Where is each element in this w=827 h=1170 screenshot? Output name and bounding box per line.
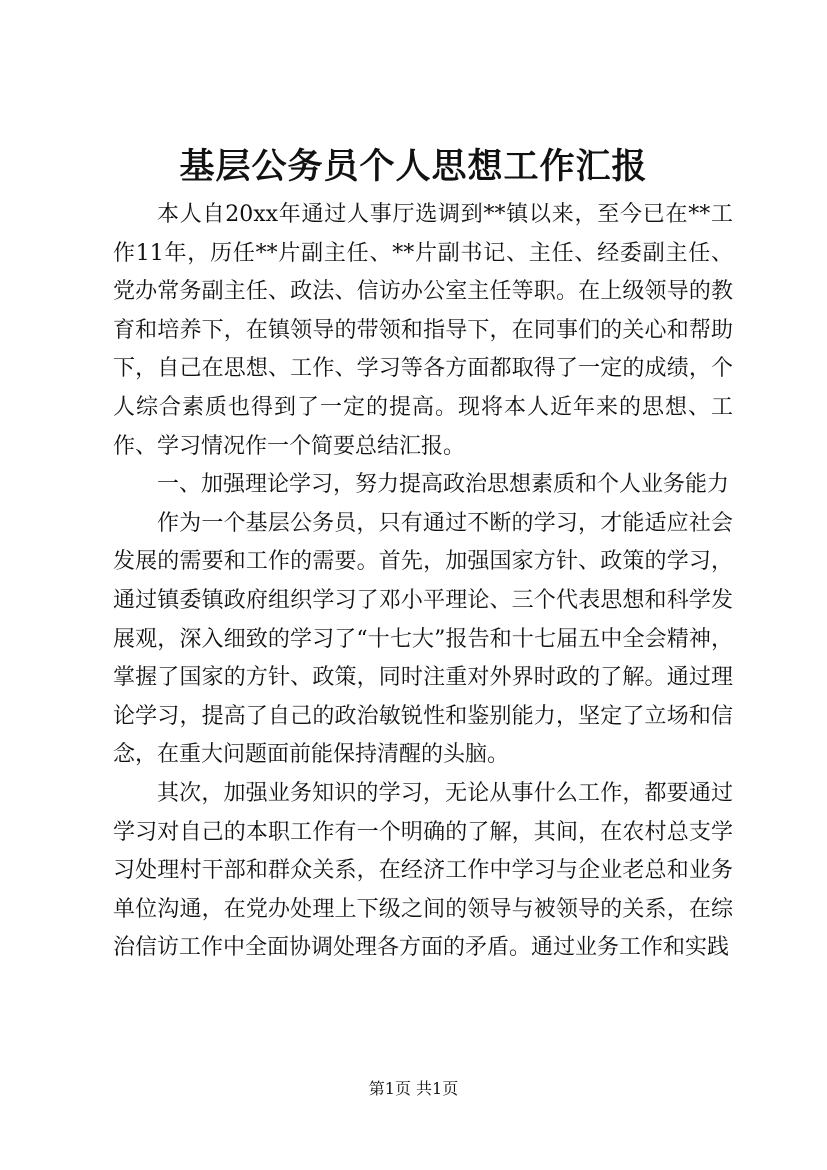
paragraph-theory-study: 作为一个基层公务员，只有通过不断的学习，才能适应社会发展的需要和工作的需要。首先，加强国家方针、政策的学习，通过镇委镇政府组织学习了邓小平理论、三个代表思想和科学发展观，深入细致的学习了“十七大”报告和十七届五中全会精神，掌握了国家的方针、政策，同时注重对外界时政的了解。通过理论学习，提高了自己的政治敏锐性和鉴别能力，坚定了立场和信念，在重大问题面前能保持清醒的头脑。: [113, 510, 733, 768]
paragraph-business-study: 其次，加强业务知识的学习，无论从事什么工作，都要通过学习对自己的本职工作有一个明确的了解，其间，在农村总支学习处理村干部和群众关系，在经济工作中学习与企业老总和业务单位沟通，在党办处理上下级之间的领导与被领导的关系，在综治信访工作中全面协调处理各方面的矛盾。通过业务工作和实践: [113, 780, 733, 961]
paragraph-intro: 本人自20xx年通过人事厅选调到**镇以来，至今已在**工作11年，历任**片副主任、**片副书记、主任、经委副主任、党办常务副主任、政法、信访办公室主任等职。在上级领导的教育和培养下，在镇领导的带领和指导下，在同事们的关心和帮助下，自己在思想、工作、学习等各方面都取得了一定的成绩，个人综合素质也得到了一定的提高。现将本人近年来的思想、工作、学习情况作一个简要总结汇报。: [113, 202, 733, 459]
page-footer: 第1页 共1页: [368, 1079, 459, 1098]
document-body: [113, 196, 733, 968]
document-title: 基层公务员个人思想工作汇报: [179, 146, 648, 187]
section-heading-1: 一、加强理论学习，努力提高政治思想素质和个人业务能力: [157, 472, 730, 498]
